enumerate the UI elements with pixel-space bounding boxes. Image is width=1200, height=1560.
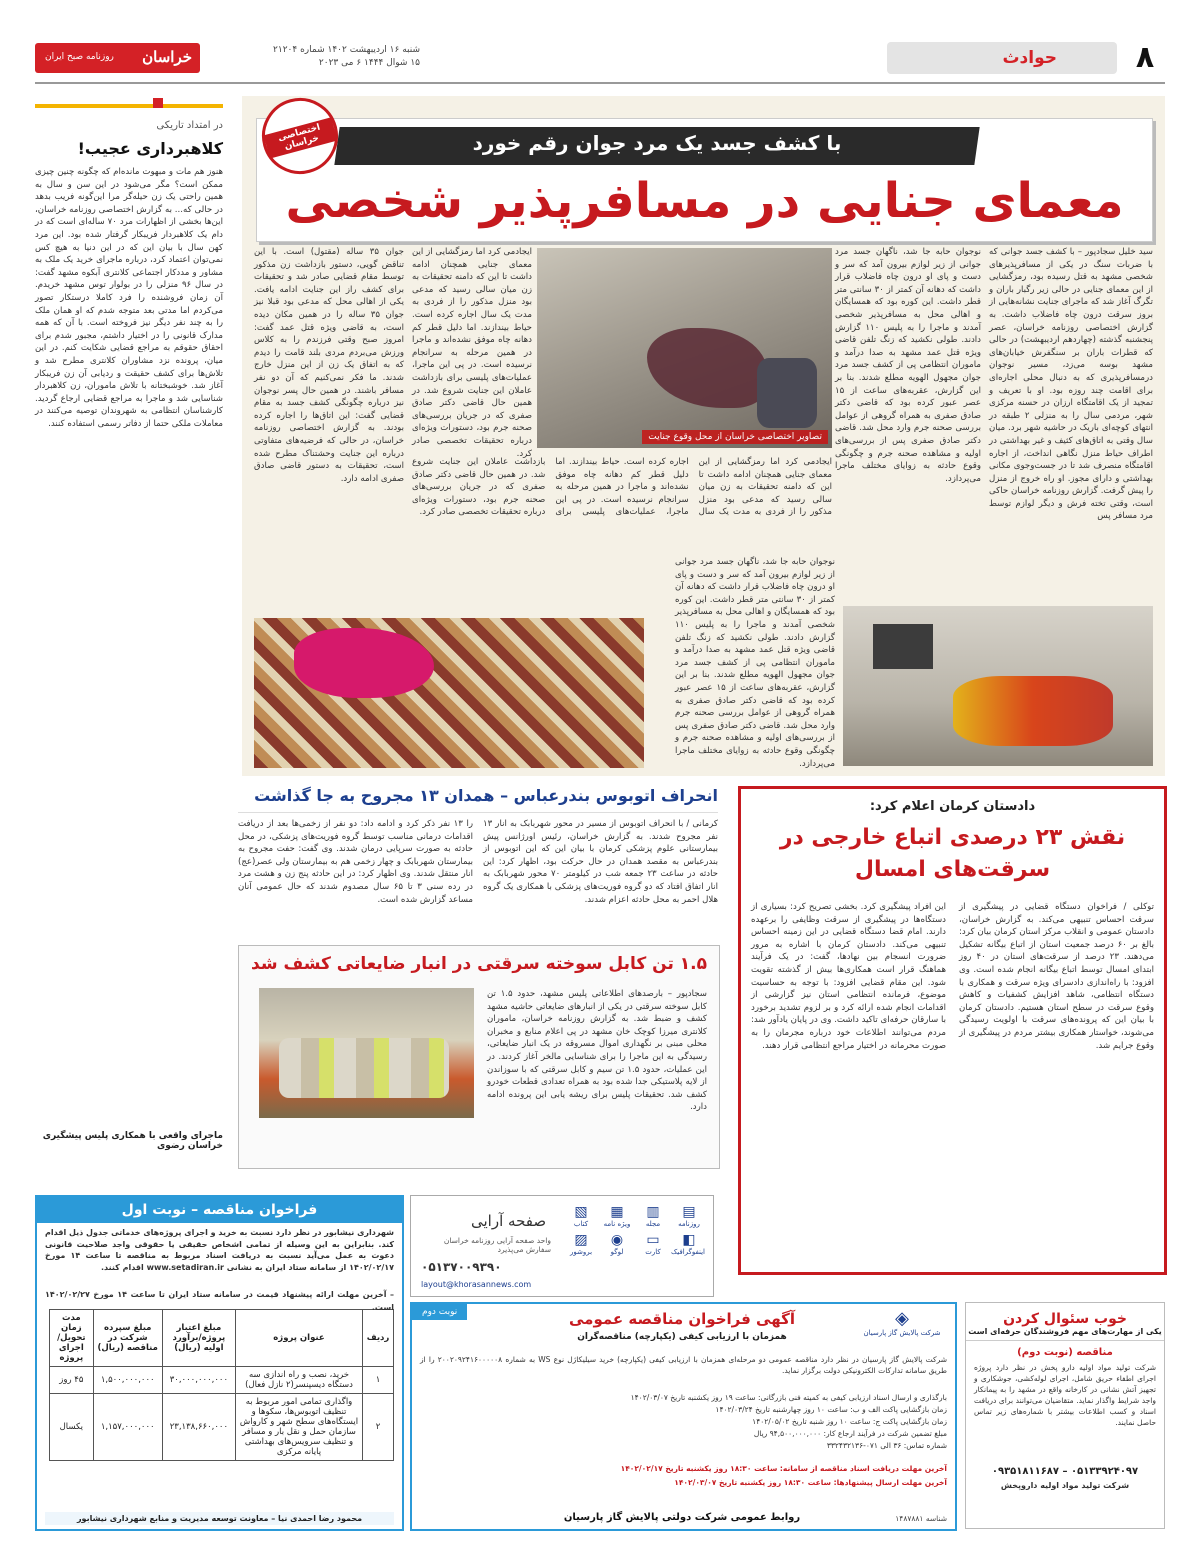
brand-bar: [35, 43, 200, 73]
gas-company: شرکت پالایش گاز پارسیان: [863, 1329, 941, 1337]
layout-icon-brochure: ▨ بروشور: [569, 1232, 593, 1256]
layout-ad-email: layout@khorasannews.com: [421, 1280, 532, 1289]
layout-ad: [410, 1195, 714, 1297]
pharma-company: شرکت تولید مواد اولیه داروپخش: [1000, 1481, 1130, 1490]
layout-icon-newspaper: ▤ روزنامه: [678, 1204, 700, 1228]
layout-ad-icons: [565, 1204, 705, 1256]
headline-banner: [256, 118, 1153, 242]
list-item: شماره تماس: ۳۶ الی ۰۷۱-۳۳۲۴۳۲۱۳۶: [826, 1441, 947, 1450]
story-headline: معمای جنایی در مسافرپذیر شخصی: [285, 173, 1124, 229]
foreign-col-2: این افراد پیشگیری کرد. بخشی تصریح کرد: بسیاری از دستگاه‌ها در پیشگیری از سرقت وظایفی را برعهده دارند. امام قضا دستگاه قضایی در این زمینه احساس تنبیهی می‌کند. دادستان کرمان با اشاره به مرور ضرورت انسجام بین نهادها، گفت: در یک فرآیند هماهنگ قرار است همکاری‌ها بیش از گذشته تقویت شود. این مقام قضایی افزود: با توجه به حساسیت موضوع، فرمانده انتظامی استان نیز گزارشی از اقدامات انجام شده ارائه کرد و بر لزوم تشدید برخورد با سارقان حرفه‌ای تاکید داشت. وی در پایان یادآور شد: مردم می‌توانند اطلاعات خود درباره مجرمان را به صورت محرمانه در اختیار مراجع انتظامی قرار دهند.: [751, 902, 946, 1051]
nishabur-footer: محمود رضا احمدی نیا – معاونت توسعه مدیریت و منابع شهرداری نیشابور: [45, 1512, 394, 1525]
sidebar-footer: ماجرای واقعی با همکاری پلیس پیشگیری خراسان رضوی: [42, 1131, 223, 1151]
gas-badge: نوبت دوم: [412, 1304, 467, 1320]
lead-col-4: [254, 246, 404, 636]
layout-ad-title: صفحه آرایی: [471, 1212, 547, 1230]
col-header-title: عنوان پروژه: [236, 1310, 363, 1367]
gas-items: [420, 1392, 947, 1452]
nishabur-intro: شهرداری نیشابور در نظر دارد نسبت به خرید و اجرای پروژه‌های خدماتی جدول ذیل اقدام کند. بنابراین به این وسیله از تمامی اشخاص حقیقی یا حقوقی واجد صلاحیت قانونی دعوت به عمل می‌آید نسبت به دریافت اسناد مربوط به مناقصه تا ساعت ۱۴ مورخ ۱۴۰۲/۰۲/۱۷ از سامانه ستاد ایران به نشانی www.setadiran.ir اقدام کنند.: [45, 1228, 395, 1272]
masthead-rule: [35, 82, 1165, 84]
lead-col-4-text: جوان ۳۵ ساله (مقتول) است. با این تناقض گویی، دستور بازداشت زن مذکور توسط مقام قضایی صادر شد و تحقیقات برای کشف راز این جنایت ادامه یافت. یکی از اهالی محل که مدعی بود قبلا نیز جوان ۳۵ ساله را در همین مکان دیده است، به قاضی ویژه قتل عمد گفت: امروز صبح وقتی فرزندم را به کلاس ورزش می‌بردم مردی بلند قامت را دیدم که به اتفاق یک زن از این منزل خارج شدند. ما فکر نمی‌کنیم که آن دو نفر مسافر باشند. در همین حال پسر نوجوان نیز درباره چگونگی کشف جسد به مقام قضایی گفت: این اتاق‌ها را اجاره کرده بودند. به گزارش اختصاصی روزنامه خراسان، در حالی که فرضیه‌های متفاوتی درباره این جنایت وحشتناک مطرح شده است، تحقیقات به دستور قاضی صادق صفری ادامه دارد.: [254, 247, 404, 484]
col-header-duration: مدت زمان تحویل/اجرای پروژه: [50, 1310, 94, 1367]
bus-story: [238, 782, 718, 932]
lead-col-1-text: سید خلیل سجادپور – با کشف جسد جوانی که با ضربات سنگ در یکی از مسافرپذیرهای شخصی مشهد به قتل رسیده بود، رمزگشایی از این معمای جنایی در حالی زیر رگبار باران و تگرگ آغاز شد که ماجرای جنایت نشانه‌هایی از بروز سرقت درون چاه فاضلاب داشت. به گزارش اختصاصی روزنامه خراسان، عصر پنجشنبه گذشته (چهاردهم اردیبهشت) در حالی که قطرات باران بر سنگفرش خیابان‌های مشهد بوسه می‌زد، مسیر نوجوان درمسافرپذیری که به دنبال محلی اجاره‌ای برای اقامت چند روزه بود. او با تعریف و تمجید از یک اقامتگاه ارزان در حسنه مرکزی شهر، مردمی سال را به منزلی ۲ طبقه در انتهای کوچه‌ای باریک در حاشیه شهر برد. میان سال وقتی به اتاق‌های کثیف و غیر بهداشتی در اطراف حیاط منزل نگاهی انداخت، از اجاره اقامتگاه منصرف شد تا در جست‌وجوی مکانی بهداشتی و دارای مجوز. او راه خروج از منزل را پیش گرفت. گزارش روزنامه خراسان حاکی است، وقتی تخته فرش و دیگر لوازم توسط مرد مسافر پس: [989, 247, 1154, 522]
gas-code: شناسه ۱۴۸۷۸۸۱: [895, 1514, 947, 1523]
photo-caption: تصاویر اختصاصی خراسان از محل وقوع جنایت: [642, 430, 828, 444]
cell: ۱,۵۰۰,۰۰۰,۰۰۰: [93, 1367, 162, 1394]
list-item: زمان بازگشایی پاکت الف و ب: ساعت ۱۰ روز چهارشنبه تاریخ ۱۴۰۲/۰۳/۲۴: [715, 1405, 947, 1414]
gas-subtitle: همزمان با ارزیابی کیفی (یکپارچه) مناقصه‌گران: [577, 1332, 787, 1342]
layout-icon-card: ▭ کارت: [645, 1232, 661, 1256]
sidebar-marker: [153, 98, 163, 108]
table-row: [50, 1394, 394, 1461]
layout-icon-logo: ◉ لوگو: [610, 1232, 624, 1256]
photo-figure: [647, 328, 767, 408]
paper-name: روزنامه صبح ایران: [45, 52, 114, 62]
col-header-deposit: مبلغ سپرده شرکت در مناقصه (ریال): [93, 1310, 162, 1367]
nishabur-table-header: [50, 1310, 394, 1367]
cable-body: سجادپور – بارصدهای اطلاعاتی پلیس مشهد، حدود ۱.۵ تن کابل سوخته سرقتی در یکی از انبارهای ضایعاتی حاشیه مشهد کشف و ضبط شد. به گزارش روزنامه خراسان، ماموران کلانتری میرزا کوچک خان مشهد در پی اعلام منابع و مخبران محلی مبنی بر نگهداری اموال مسروقه در یک انبار ضایعاتی، رسیدگی به این ماجرا را برای شناسایی مالخر آغاز کردند. در این عملیات، حدود ۱.۵ تن سیم و کابل سرقتی که با سوزاندن از لایه پلاستیکی جدا شده بود به همراه تعدادی قطعات خودرو کشف شد. تحقیقات پلیس برای ریشه یابی این پرونده ادامه دارد.: [487, 989, 707, 1113]
sidebar-body: هنوز هم مات و مبهوت مانده‌ام که چگونه چنین چیزی ممکن است؟ مگر می‌شود در این سن و سال به همین راحتی یک زن حیله‌گر مرا این‌گونه فریب بدهد در حالی که... به گزارش اختصاصی روزنامه خراسان، این‌ها بخشی از اظهارات مرد ۷۰ ساله‌ای است که در دام یک کلاهبردار فریبکار گرفتار شده بود. این مرد کهن سال با بیان این که در این دنیا به هیچ کس نمی‌توان اعتماد کرد، درباره ماجرای خرید یک ملک به مشاور و مددکار اجتماعی کلانتری آبکوه مشهد گفت: در سال ۹۶ منزلی را در بولوار توس مشهد خریدم. آن زمان فروشنده را فرد کاملا درستکار تصور می‌کردم اما مدتی بعد متوجه شدم که او همان ملک را به چند نفر دیگر نیز فروخته است. با آن که همه مدارک قانونی را در اختیار داشتم، مجبور شدم برای احقاق حقوقم به مراجع قضایی شکایت کنم. در این میان، پرونده نزد مشاوران کلانتری مطرح شد و تلاش‌ها برای کشف حقیقت و ردیابی آن زن فریبکار آغاز شد. خوشبختانه با تلاش ماموران، زن کلاهبردار شناسایی شد و ماجرا به مراجع قضایی ارجاع گردید. کارشناسان انتظامی به شهروندان توصیه می‌کنند در معاملات ملکی حتما از دفاتر رسمی استفاده کنند.: [35, 167, 224, 429]
gas-footer: روابط عمومی شرکت دولتی پالایش گاز پارسیان: [563, 1512, 801, 1523]
flame-icon: ◈: [895, 1308, 909, 1329]
bus-col-2: را ۱۳ نفر ذکر کرد و ادامه داد: دو نفر از زخمی‌ها بعد از دریافت اقدامات درمانی مناسب توسط گروه فوریت‌های پزشکی، در محل حادثه به صورت سرپایی درمان شدند. وی گفت: حفت مجروح به بیمارستان شهربابک و چهار زخمی هم به بیمارستان ولی عصر(عج) انار منتقل شدند. وی اظهار کرد: در این حادثه پنج زن و هشت مرد در رده سنی ۳ تا ۶۵ سال مصدوم شدند که حال عمومی آنان مساعد گزارش شده است.: [238, 819, 473, 905]
cell: واگذاری تمامی امور مربوط به تنظیف اتوبوس‌ها، سکوها و ایستگاه‌های سطح شهر و کارواش سازمان حمل و نقل بار و مسافر و تنظیف سرویس‌های بهداشتی پایانه مرکزی: [236, 1394, 363, 1461]
photo-blankets: [953, 676, 1113, 746]
list-item: بارگذاری و ارسال اسناد ارزیابی کیفی به کمیته فنی بازرگانی: ساعت ۱۹ روز یکشنبه تاریخ ۱۴۰۲/۰۳/۰۷: [630, 1393, 947, 1402]
lead-col-2: [835, 246, 981, 546]
exclusive-stamp-text: اختصاصی خراسان: [264, 117, 338, 158]
sidebar-kicker: در امتداد تاریکی: [156, 120, 223, 131]
cable-story: [238, 945, 720, 1169]
cell: ۱: [363, 1367, 394, 1394]
date-block: [210, 44, 420, 70]
crime-scene-photo-2: [843, 606, 1153, 766]
nishabur-table: [49, 1309, 394, 1461]
cell: ۴۵ روز: [50, 1367, 94, 1394]
masthead: [35, 40, 1165, 76]
gas-date-2: آخرین مهلت ارسال پیشنهادها: ساعت ۱۸:۳۰ روز یکشنبه تاریخ ۱۴۰۲/۰۳/۰۷: [674, 1478, 947, 1487]
layout-icon-infographic: ◧ اینفوگرافیک: [670, 1232, 705, 1256]
layout-ad-subtitle: واحد صفحه آرایی روزنامه خراسان سفارش می‌پذیرد: [443, 1236, 551, 1254]
foreign-headline: نقش ۲۳ درصدی اتباع خارجی در سرقت‌های امسال: [779, 825, 1126, 882]
sidebar-column: [35, 104, 223, 1160]
foreign-kicker: دادستان کرمان اعلام کرد:: [869, 799, 1036, 814]
date-line-1: شنبه ۱۶ اردیبهشت ۱۴۰۲ شماره ۲۱۲۰۴: [273, 45, 420, 55]
gas-title: آگهی فراخوان مناقصه عمومی: [569, 1310, 795, 1328]
list-item: زمان بازگشایی پاکت ج: ساعت ۱۰ روز شنبه تاریخ ۱۴۰۲/۰۵/۰۲: [752, 1417, 947, 1426]
lead-col-2b-text: نوجوان حابه جا شد، ناگهان جسد مرد جوانی از زیر لوازم بیرون آمد که سر و دست و پای او درون چاه فاضلاب قرار داشت که دهانه آن کمتر از ۳۰ سانتی متر قطر داشت. این کوره بود که همسایگان و اهالی محل به مسافرپذیر شخصی آمدند و ماجرا را به پلیس ۱۱۰ گزارش دادند. طولی نکشید که زنگ تلفن قاضی ویژه قتل عمد مشهد به صدا درآمد و ماموران انتظامی پی از کشف جسد مرد جوان مجهول الهویه مطلع شدند. بنا بر این گزارش، عقربه‌های ساعت از ۱۵ عصر عبور کرده بود که قاضی دکتر صادق صفری به همراه گروهی از عوامل بررسی صحنه جرم وارد محل شد. قاضی دکتر صادق صفری پس از بررسی‌های اولیه و مشاهده صحنه جرم و چگونگی وقوع حادثه به زوایای مختلف ماجرا می‌پردازد.: [675, 557, 835, 769]
nishabur-tender: [35, 1195, 404, 1531]
pharma-tagline: یکی از مهارت‌های مهم فروشندگان حرفه‌ای است: [966, 1327, 1164, 1341]
gas-logo: [857, 1308, 947, 1337]
gas-tender: [410, 1302, 957, 1531]
layout-icon-book: ▧ کتاب: [573, 1204, 589, 1228]
table-row: [50, 1367, 394, 1394]
gas-intro: شرکت پالایش گاز پارسیان در نظر دارد مناقصه عمومی دو مرحله‌ای همزمان با ارزیابی کیفی (یکپارچه) خرید سیلیکاژل نوع WS به شماره ۲۰۰۲۰۹۲۴۱۶۰۰۰۰۰۸ را از طریق سامانه تدارکات الکترونیکی دولت برگزار نماید.: [420, 1355, 948, 1375]
cable-headline: ۱.۵ تن کابل سوخته سرقتی در انبار ضایعاتی کشف شد: [251, 954, 707, 974]
cell: خرید، نصب و راه اندازی سه دستگاه دیسپنسر(۲ نازل فعال): [236, 1367, 363, 1394]
photo-figure-2: [757, 358, 817, 428]
list-item: مبلغ تضمین شرکت در فرآیند ارجاع کار: ۹۴,۵۰۰,۰۰۰,۰۰۰ ریال: [753, 1429, 947, 1438]
cell: ۱,۱۵۷,۰۰۰,۰۰۰: [93, 1394, 162, 1461]
brand-logo: خراسان: [142, 48, 192, 66]
layout-ad-phone: ۰۵۱۳۷۰۰۹۳۹۰: [421, 1260, 502, 1274]
bus-headline: انحراف اتوبوس بندرعباس – همدان ۱۳ مجروح به جا گذاشت: [238, 782, 718, 813]
page-number: ۸: [1135, 40, 1155, 75]
story-kicker: با کشف جسد یک مرد جوان رقم خورد: [472, 131, 842, 155]
gas-date-1: آخرین مهلت دریافت اسناد مناقصه از سامانه: ساعت ۱۸:۳۰ روز یکشنبه تاریخ ۱۴۰۲/۰۲/۱۷: [620, 1464, 947, 1473]
crime-scene-photo-3: [254, 618, 644, 768]
sidebar-title: کلاهبرداری عجیب!: [77, 139, 223, 158]
cable-photo-sacks: [279, 1038, 449, 1098]
cell: ۳۰,۰۰۰,۰۰۰,۰۰۰: [162, 1367, 235, 1394]
bus-col-1: کرمانی / با انحراف اتوبوس از مسیر در محور شهربابک به انار ۱۳ نفر مجروح شدند. به گزارش خراسان، رئیس اورژانس پیش بیمارستانی علوم پزشکی کرمان با بیان این که این اتوبوس از بندرعباس به مقصد همدان در حال حرکت بود، اظهار کرد: این حادثه در ساعت ۲۳ جمعه شب در کیلومتر ۷۰ محور شهربابک به انار اتفاق افتاد که دو گروه فوریت‌های پزشکی با همکاری یک گروه هلال احمر به محل حادثه اعزام شدند.: [483, 819, 718, 905]
photo-stain: [294, 628, 434, 698]
cable-photo: [259, 988, 474, 1118]
foreign-story: [738, 786, 1167, 1275]
lead-col-3-text: ایجادمی کرد اما رمزگشایی از این معمای جنایی همچنان ادامه داشت تا این که دامنه تحقیقات به زن میان سالی رسید که مدعی بود منزل مذکور را از فردی به مدت یک سال اجاره کرده است. حیاط بیندازند. اما دلیل قطر کم دهانه چاه موفق نشده‌اند و ماجرا در همین مرحله به سرانجام نرسیده است. در پی این ماجرا، عملیات‌های پلیسی برای بازداشت عاملان این جنایت شروع شد. در همین حال قاضی دکتر صادق صفری که در جریان بررسی‌های صحنه جرم بود، دستورات ویژه‌ای درباره تحقیقات تخصصی صادر کرد.: [412, 247, 532, 459]
crime-scene-photo-1: [537, 248, 832, 448]
layout-icon-special: ▦ ویژه نامه: [603, 1204, 631, 1228]
cell: ۲: [363, 1394, 394, 1461]
section-tab: [887, 42, 1117, 74]
col-header-budget: مبلغ اعتبار پروژه/برآورد اولیه (ریال): [162, 1310, 235, 1367]
pharma-body: شرکت تولید مواد اولیه دارو پخش در نظر دارد پروژه اجرای اطفاء حریق شامل، اجرای لوله‌کشی، جوشکاری و تجهیز آتش نشانی در کارخانه واقع در مشهد را به پیمانکار واجد شرایط واگذار نماید. متقاضیان می‌توانند برای دریافت اسناد و کسب اطلاعات بیشتر با شماره‌های زیر تماس حاصل نمایند.: [974, 1363, 1156, 1427]
cell: یکسال: [50, 1394, 94, 1461]
lead-col-2b: [675, 556, 835, 769]
lead-col-2-text: نوجوان حابه جا شد، ناگهان جسد مرد جوانی از زیر لوازم بیرون آمد که سر و دست و پای او درون چاه فاضلاب قرار داشت که دهانه آن کمتر از ۳۰ سانتی متر قطر داشت. این کوره بود که همسایگان و اهالی محل به مسافرپذیر شخصی آمدند و ماجرا را به پلیس ۱۱۰ گزارش دادند. طولی نکشید که زنگ تلفن قاضی ویژه قتل عمد مشهد به صدا درآمد و ماموران انتظامی پی از کشف جسد مرد جوان مجهول الهویه مطلع شدند. بنا بر این گزارش، عقربه‌های ساعت از ۱۵ عصر عبور کرده بود که قاضی دکتر صادق صفری به همراه گروهی از عوامل بررسی صحنه جرم وارد محل شد. قاضی دکتر صادق صفری پس از بررسی‌های اولیه و مشاهده صحنه جرم و چگونگی وقوع حادثه به زوایای مختلف ماجرا می‌پردازد.: [835, 247, 982, 484]
cell: ۲۳,۱۳۸,۶۶۰,۰۰۰: [162, 1394, 235, 1461]
lead-middle-text: ایجادمی کرد اما رمزگشایی از این معمای جنایی همچنان ادامه داشت تا این که دامنه تحقیقات به زن میان سالی رسید که مدعی بود منزل مذکور را از فردی به مدت یک سال اجاره کرده است. حیاط بیندازند. اما دلیل قطر کم دهانه چاه موفق نشده‌اند و ماجرا در همین مرحله به سرانجام نرسیده است. در پی این ماجرا، عملیات‌های پلیسی برای بازداشت عاملان این جنایت شروع شد. در همین حال قاضی دکتر صادق صفری که در جریان بررسی‌های صحنه جرم بود، دستورات ویژه‌ای درباره تحقیقات تخصصی صادر کرد.: [412, 457, 832, 518]
section-title: حوادث: [1002, 48, 1057, 68]
pharma-tender: [965, 1302, 1165, 1529]
pharma-heading: خوب سئوال کردن: [1003, 1311, 1127, 1327]
pharma-phones: ۰۵۱۳۳۹۲۴۰۹۷ – ۰۹۳۵۱۸۱۱۶۸۷: [991, 1466, 1139, 1477]
nishabur-title: فراخوان مناقصه – نوبت اول: [37, 1197, 402, 1223]
nishabur-deadline: – آخرین مهلت ارائه پیشنهاد قیمت در سامانه ستاد ایران تا ساعت ۱۴ مورخ ۱۴۰۲/۰۲/۲۷ است.: [45, 1290, 394, 1312]
photo-tv: [873, 624, 933, 669]
col-header-row: ردیف: [363, 1310, 394, 1367]
date-line-2: ۱۵ شوال ۱۴۴۴ ۶ می ۲۰۲۳: [318, 58, 420, 68]
pharma-title: مناقصه (نوبت دوم): [1017, 1347, 1113, 1358]
lead-story: [242, 96, 1165, 776]
layout-icon-magazine: ▥ مجله: [645, 1204, 661, 1228]
foreign-col-1: توکلی / فراخوان دستگاه قضایی در پیشگیری از سرقت احساس تنبیهی می‌کند. به گزارش خراسان، دادستان عمومی و انقلاب مرکز استان کرمان بیان کرد: بالغ بر ۶۰ درصد جمعیت استان از اتباع بیگانه تشکیل می‌دهند. ۲۳ درصد از سرقت‌های استان در ۴۰ روز ابتدای امسال توسط اتباع بیگانه انجام شده است. وی افزود: با راه‌اندازی دادسرای ویژه سرقت و همکاری با دستگاه انتظامی، شاهد افزایش کشفیات و کاهش وقوع سرقت در سطح استان هستیم. دادستان کرمان با بیان این که پرونده‌های سرقت با اولویت رسیدگی می‌شوند، خواستار همکاری بیشتر مردم در پیشگیری از وقوع جرایم شد.: [959, 902, 1155, 1051]
